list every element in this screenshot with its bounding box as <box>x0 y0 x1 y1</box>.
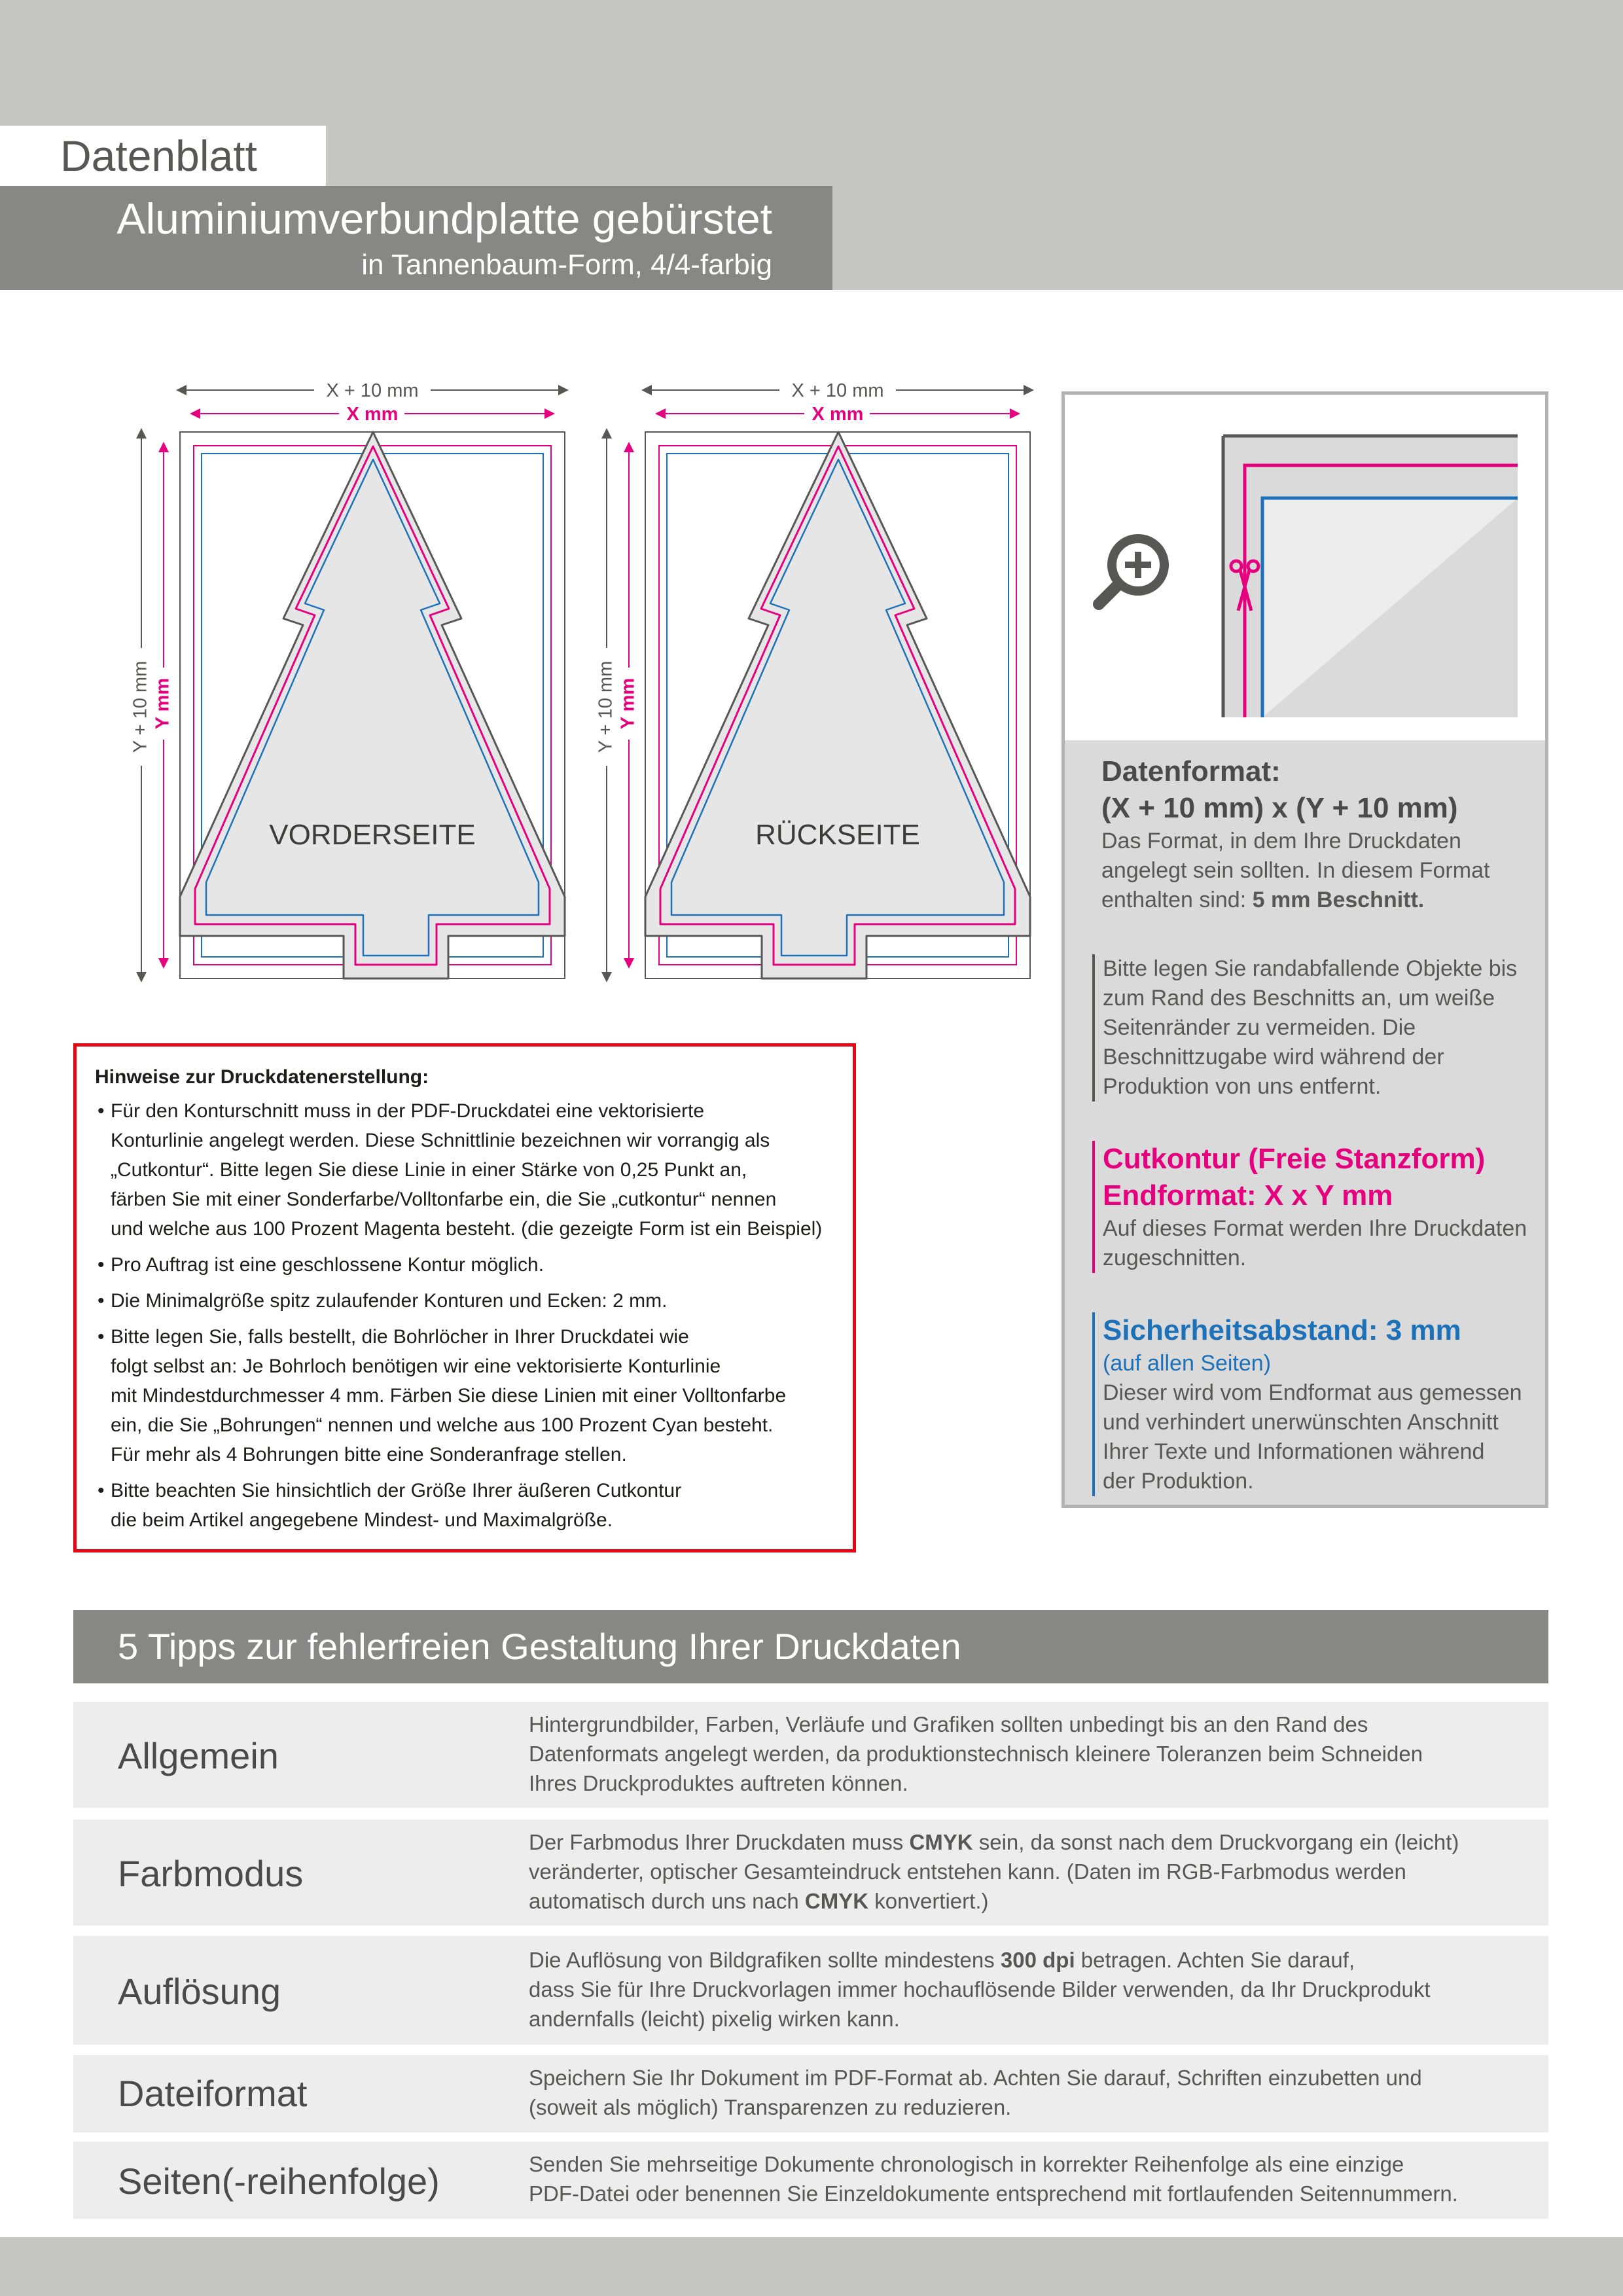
document-subtitle: in Tannenbaum-Form, 4/4-farbig <box>361 249 772 281</box>
sicherheit-text: Dieser wird vom Endformat aus gemessen <box>1103 1380 1522 1405</box>
tip-row-aufloesung <box>73 1936 1548 2045</box>
panel-text-content <box>1101 753 1533 1535</box>
tip-text: Speichern Sie Ihr Dokument im PDF-Format ab. Achten Sie darauf, Schriften einzubetten und (soweit als möglich) Transparenzen zu reduzieren. <box>529 2066 1422 2119</box>
magnifier-plus-icon <box>1099 539 1164 604</box>
datenformat-formula: (X + 10 mm) x (Y + 10 mm) <box>1101 792 1458 824</box>
tip-title: Seiten(-reihenfolge) <box>118 2161 440 2202</box>
title-box <box>0 186 832 290</box>
tip-title: Allgemein <box>118 1735 279 1776</box>
datenformat-block <box>1101 753 1533 915</box>
tip-text: Die Auflösung von Bildgrafiken sollte mindestens 300 dpi betragen. Achten Sie darauf, dass Sie für Ihre Druckvorlagen immer hochauflösende Bilder verwenden, da Ihr Druckprodukt andernfalls (leicht) pixelig wirken kann. <box>529 1948 1431 2031</box>
datenformat-text: enthalten sind: 5 mm Beschnitt. <box>1101 888 1425 912</box>
front-side-label: VORDERSEITE <box>269 819 476 851</box>
tip-text: Senden Sie mehrseitige Dokumente chronologisch in korrekter Reihenfolge als eine einzige PDF-Datei oder benennen Sie Einzeldokumente entsprechend mit fortlaufenden Seitennummern. <box>529 2152 1458 2206</box>
tip-text: Der Farbmodus Ihrer Druckdaten muss CMYK sein, da sonst nach dem Druckvorgang ein (leicht) veränderter, optischer Gesamteindruck entstehen kann. (Daten im RGB-Farbmodus werden automatisch durch uns nach CMYK konvertiert.) <box>529 1830 1459 1913</box>
tips-header: 5 Tipps zur fehlerfreien Gestaltung Ihrer Druckdaten <box>73 1610 1548 1683</box>
document-label: Datenblatt <box>0 126 326 186</box>
sicherheit-text: Ihrer Texte und Informationen während <box>1103 1439 1485 1464</box>
hints-title: Hinweise zur Druckdatenerstellung: <box>95 1066 429 1088</box>
back-side-label: RÜCKSEITE <box>755 819 920 851</box>
tip-title: Farbmodus <box>118 1853 304 1894</box>
format-diagram <box>118 367 1067 995</box>
back-width-inner-label: X mm <box>812 404 864 425</box>
datenformat-title: Datenformat: <box>1101 755 1281 787</box>
back-height-inner-label: Y mm <box>617 677 639 730</box>
document-title: Aluminiumverbundplatte gebürstet <box>116 194 772 243</box>
beschnitt-note-line: Bitte legen Sie randabfallende Objekte bis <box>1103 956 1518 981</box>
sicherheit-subtitle: (auf allen Seiten) <box>1103 1351 1272 1376</box>
beschnitt-note-line: Produktion von uns entfernt. <box>1103 1074 1382 1099</box>
tip-text: Hintergrundbilder, Farben, Verläufe und Grafiken sollten unbedingt bis an den Rand des Datenformats angelegt werden, da produktionstechnisch kleinere Toleranzen beim Schneiden Ihres Druckproduktes auftreten können. <box>529 1712 1423 1795</box>
format-info-panel <box>1061 391 1548 1508</box>
tip-row-allgemein <box>73 1702 1548 1808</box>
beschnitt-note-block <box>1092 954 1533 1102</box>
sicherheit-text: und verhindert unerwünschten Anschnitt <box>1103 1410 1499 1435</box>
front-height-outer-label: Y + 10 mm <box>130 660 151 753</box>
hint-item: • Die Minimalgröße spitz zulaufender Konturen und Ecken: 2 mm. <box>95 1286 834 1316</box>
front-width-inner-label: X mm <box>346 404 399 425</box>
print-hints-box <box>73 1043 856 1552</box>
hint-item: • Bitte legen Sie, falls bestellt, die Bohrlöcher in Ihrer Druckdatei wie folgt selbst an: Je Bohrloch benötigen wir eine vektorisierte Konturlinie mit Mindestdurchmesser 4 mm. Färben Sie diese Linien mit einer Volltonfarbe ein, die Sie „Bohrungen“ nennen und welche aus 100 Prozent Cyan besteht. Für mehr als 4 Bohrungen bitte eine Sonderanfrage stellen. <box>95 1322 834 1469</box>
hint-item: • Für den Konturschnitt muss in der PDF-Druckdatei eine vektorisierte Konturlinie angelegt werden. Diese Schnittlinie bezeichnen wir vorrangig als „Cutkontur“. Bitte legen Sie diese Linie in einer Stärke von 0,25 Punkt an, färben Sie mit einer Sonderfarbe/Volltonfarbe ein, die Sie „cutkontur“ nennen und welche aus 100 Prozent Magenta besteht. (die gezeigte Form ist ein Beispiel) <box>95 1096 834 1244</box>
sicherheit-text: der Produktion. <box>1103 1469 1254 1494</box>
beschnitt-note-line: Beschnittzugabe wird während der <box>1103 1045 1444 1069</box>
tip-row-seiten <box>73 2142 1548 2219</box>
tip-title: Auflösung <box>118 1971 281 2012</box>
sicherheit-block <box>1092 1312 1533 1496</box>
sicherheit-title: Sicherheitsabstand: 3 mm <box>1103 1314 1461 1346</box>
front-height-inner-label: Y mm <box>152 677 173 730</box>
front-width-outer-label: X + 10 mm <box>326 380 419 401</box>
cutkontur-block <box>1092 1141 1533 1273</box>
front-panel <box>130 380 565 978</box>
footer-band <box>0 2237 1623 2296</box>
back-height-outer-label: Y + 10 mm <box>595 660 616 753</box>
back-width-outer-label: X + 10 mm <box>791 380 884 401</box>
tip-row-farbmodus <box>73 1820 1548 1926</box>
cutkontur-text: Auf dieses Format werden Ihre Druckdaten <box>1103 1216 1527 1241</box>
datenformat-text: Das Format, in dem Ihre Druckdaten <box>1101 829 1461 853</box>
hint-item: • Pro Auftrag ist eine geschlossene Kontur möglich. <box>95 1250 834 1280</box>
tip-title: Dateiformat <box>118 2073 308 2114</box>
endformat-title: Endformat: X x Y mm <box>1103 1179 1393 1211</box>
corner-zoom-detail <box>1065 395 1545 740</box>
back-panel <box>595 380 1030 978</box>
beschnitt-note-line: zum Rand des Beschnitts an, um weiße <box>1103 986 1495 1011</box>
cutkontur-title: Cutkontur (Freie Stanzform) <box>1103 1143 1486 1175</box>
datenformat-text: angelegt sein sollten. In diesem Format <box>1101 858 1490 883</box>
hint-item: • Bitte beachten Sie hinsichtlich der Größe Ihrer äußeren Cutkontur die beim Artikel angegebene Mindest- und Maximalgröße. <box>95 1476 834 1535</box>
tip-row-dateiformat <box>73 2055 1548 2132</box>
cutkontur-text: zugeschnitten. <box>1103 1246 1247 1270</box>
beschnitt-note-line: Seitenränder zu vermeiden. Die <box>1103 1015 1416 1040</box>
